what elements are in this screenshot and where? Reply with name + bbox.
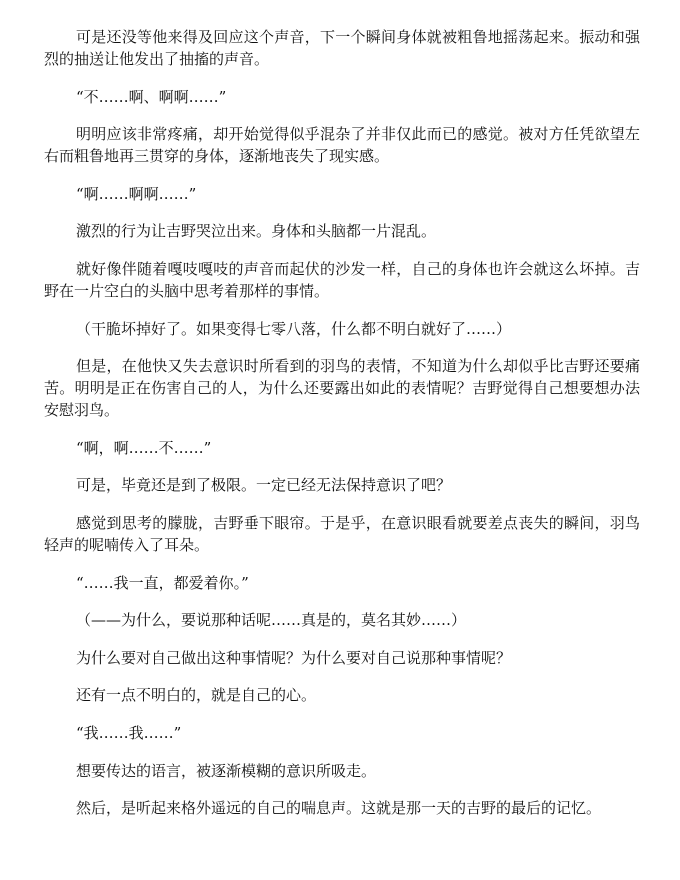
paragraph: （干脆坏掉好了。如果变得七零八落，什么都不明白就好了……） — [76, 319, 512, 338]
paragraph: 还有一点不明白的，就是自己的心。 — [76, 686, 317, 705]
paragraph: “啊，啊……不……” — [76, 438, 212, 457]
paragraph: 就好像伴随着嘎吱嘎吱的声音而起伏的沙发一样，自己的身体也许会就这么坏掉。吉野在一片空白的头脑中思考着那样的事情。 — [44, 259, 640, 300]
paragraph: 为什么要对自己做出这种事情呢？为什么要对自己说那种事情呢？ — [76, 648, 512, 667]
paragraph: “不……啊、啊啊……” — [76, 87, 227, 106]
paragraph: （——为什么，要说那种话呢……真是的，莫名其妙……） — [76, 611, 467, 630]
paragraph: 明明应该非常疼痛，却开始觉得似乎混杂了并非仅此而已的感觉。被对方任凭欲望左右而粗鲁地再三贯穿的身体，逐渐地丧失了现实感。 — [44, 125, 640, 166]
paragraph: 激烈的行为让吉野哭泣出来。身体和头脑都一片混乱。 — [76, 222, 437, 241]
paragraph: “啊……啊啊……” — [76, 184, 197, 203]
paragraph: 可是还没等他来得及回应这个声音，下一个瞬间身体就被粗鲁地摇荡起来。振动和强烈的抽送让他发出了抽搐的声音。 — [44, 28, 640, 68]
paragraph: 然后，是听起来格外遥远的自己的喘息声。这就是那一天的吉野的最后的记忆。 — [76, 799, 602, 818]
document-page — [44, 26, 640, 835]
paragraph: 想要传达的语言，被逐渐模糊的意识所吸走。 — [76, 761, 377, 780]
paragraph: 但是，在他快又失去意识时所看到的羽鸟的表情，不知道为什么却似乎比吉野还要痛苦。明明是正在伤害自己的人，为什么还要露出如此的表情呢？吉野觉得自己想要想办法安慰羽鸟。 — [44, 357, 640, 420]
paragraph: 感觉到思考的朦胧，吉野垂下眼帘。于是乎，在意识眼看就要差点丧失的瞬间，羽鸟轻声的呢喃传入了耳朵。 — [44, 513, 640, 554]
paragraph: “……我一直，都爱着你。” — [76, 573, 249, 592]
paragraph: 可是，毕竟还是到了极限。一定已经无法保持意识了吧？ — [76, 476, 452, 495]
paragraph: “我……我……” — [76, 723, 182, 742]
